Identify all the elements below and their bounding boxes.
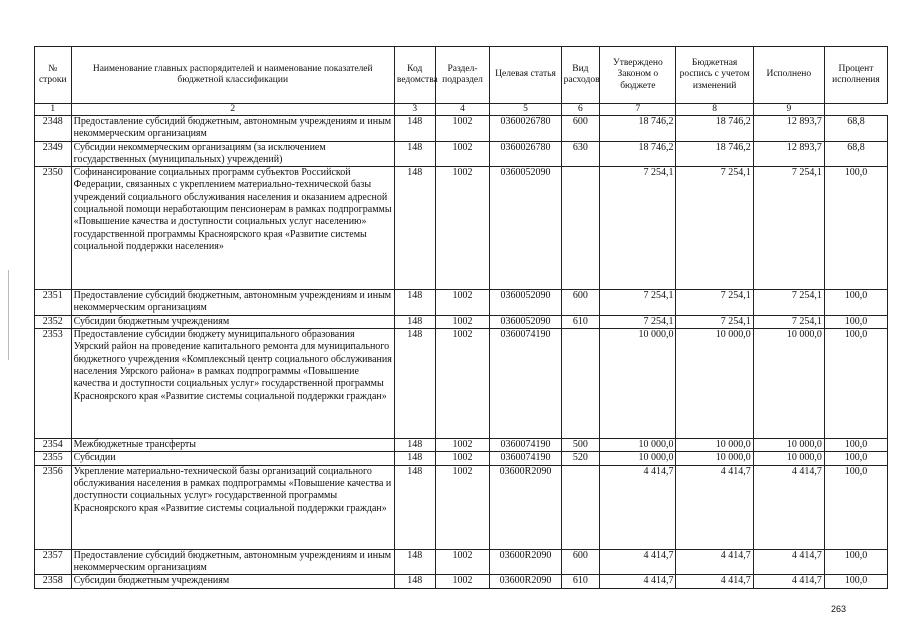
row-number: 2357 bbox=[35, 549, 72, 575]
section-code: 1002 bbox=[435, 116, 490, 142]
row-number: 2352 bbox=[35, 315, 72, 328]
expense-type: 610 bbox=[561, 575, 600, 588]
approved-amount: 10 000,0 bbox=[600, 329, 676, 439]
table-row bbox=[35, 167, 888, 290]
row-number: 2348 bbox=[35, 116, 72, 142]
column-number: 9 bbox=[753, 104, 824, 116]
target-code: 0360026780 bbox=[490, 116, 561, 142]
execution-percent: 68,8 bbox=[824, 116, 887, 142]
header-expense-type: Вид расходов bbox=[561, 47, 600, 104]
approved-amount: 18 746,2 bbox=[600, 116, 676, 142]
column-number: 3 bbox=[394, 104, 435, 116]
row-name: Предоставление субсидии бюджету муниципального образования Уярский район на проведение капитального ремонта для муниципального бюджетного учреждения «Комплексный центр социального обслуживания населения Уярского района» в рамках подпрограммы «Повышение качества и доступности социальных услуг» государственной программы Красноярского края «Развитие системы социальной поддержки граждан» bbox=[71, 329, 394, 439]
target-code: 0360074190 bbox=[490, 439, 561, 452]
column-number: 7 bbox=[600, 104, 676, 116]
execution-percent: 100,0 bbox=[824, 452, 887, 465]
row-number: 2354 bbox=[35, 439, 72, 452]
budget-list-amount: 7 254,1 bbox=[676, 290, 753, 316]
execution-percent: 100,0 bbox=[824, 439, 887, 452]
executed-amount: 10 000,0 bbox=[753, 329, 824, 439]
column-number: 4 bbox=[435, 104, 490, 116]
header-percent: Процент исполнения bbox=[824, 47, 887, 104]
target-code: 03600R2090 bbox=[490, 575, 561, 588]
section-code: 1002 bbox=[435, 290, 490, 316]
dept-code: 148 bbox=[394, 549, 435, 575]
executed-amount: 12 893,7 bbox=[753, 116, 824, 142]
row-name: Софинансирование социальных программ субъектов Российской Федерации, связанных с укреплением материально-технической базы учреждений социального обслуживания населения и оказанием адресной социальной помощи неработающим пенсионерам в рамках подпрограммы «Повышение качества и доступности социальных услуг населению» государственной программы Красноярского края «Развитие системы социальной поддержки населения» bbox=[71, 167, 394, 290]
expense-type: 600 bbox=[561, 290, 600, 316]
row-name: Субсидии bbox=[71, 452, 394, 465]
expense-type: 600 bbox=[561, 116, 600, 142]
header-executed: Исполнено bbox=[753, 47, 824, 104]
table-row bbox=[35, 290, 888, 316]
table-row bbox=[35, 452, 888, 465]
section-code: 1002 bbox=[435, 465, 490, 549]
dept-code: 148 bbox=[394, 116, 435, 142]
row-name: Предоставление субсидий бюджетным, автономным учреждениям и иным некоммерческим организациям bbox=[71, 116, 394, 142]
table-row bbox=[35, 116, 888, 142]
executed-amount: 10 000,0 bbox=[753, 439, 824, 452]
table-row bbox=[35, 465, 888, 549]
table-body bbox=[35, 116, 888, 589]
row-name: Субсидии некоммерческим организациям (за исключением государственных (муниципальных) учреждений) bbox=[71, 141, 394, 167]
executed-amount: 12 893,7 bbox=[753, 141, 824, 167]
approved-amount: 7 254,1 bbox=[600, 315, 676, 328]
row-number: 2349 bbox=[35, 141, 72, 167]
dept-code: 148 bbox=[394, 141, 435, 167]
header-dept-code: Код ведомства bbox=[394, 47, 435, 104]
executed-amount: 4 414,7 bbox=[753, 575, 824, 588]
target-code: 0360074190 bbox=[490, 452, 561, 465]
budget-list-amount: 10 000,0 bbox=[676, 329, 753, 439]
execution-percent: 100,0 bbox=[824, 167, 887, 290]
expense-type bbox=[561, 465, 600, 549]
row-number: 2350 bbox=[35, 167, 72, 290]
execution-percent: 100,0 bbox=[824, 549, 887, 575]
row-number: 2355 bbox=[35, 452, 72, 465]
row-name: Предоставление субсидий бюджетным, автономным учреждениям и иным некоммерческим организациям bbox=[71, 549, 394, 575]
section-code: 1002 bbox=[435, 141, 490, 167]
approved-amount: 7 254,1 bbox=[600, 167, 676, 290]
execution-percent: 100,0 bbox=[824, 575, 887, 588]
dept-code: 148 bbox=[394, 167, 435, 290]
column-number-row bbox=[35, 104, 888, 116]
column-number: 2 bbox=[71, 104, 394, 116]
executed-amount: 10 000,0 bbox=[753, 452, 824, 465]
dept-code: 148 bbox=[394, 439, 435, 452]
approved-amount: 4 414,7 bbox=[600, 575, 676, 588]
target-code: 03600R2090 bbox=[490, 549, 561, 575]
executed-amount: 7 254,1 bbox=[753, 315, 824, 328]
budget-list-amount: 10 000,0 bbox=[676, 439, 753, 452]
header-row-no: № строки bbox=[35, 47, 72, 104]
dept-code: 148 bbox=[394, 452, 435, 465]
executed-amount: 7 254,1 bbox=[753, 290, 824, 316]
budget-list-amount: 4 414,7 bbox=[676, 465, 753, 549]
row-name: Субсидии бюджетным учреждениям bbox=[71, 315, 394, 328]
table-row bbox=[35, 549, 888, 575]
column-number: 6 bbox=[561, 104, 600, 116]
executed-amount: 7 254,1 bbox=[753, 167, 824, 290]
section-code: 1002 bbox=[435, 315, 490, 328]
dept-code: 148 bbox=[394, 290, 435, 316]
approved-amount: 4 414,7 bbox=[600, 465, 676, 549]
approved-amount: 7 254,1 bbox=[600, 290, 676, 316]
row-number: 2358 bbox=[35, 575, 72, 588]
approved-amount: 18 746,2 bbox=[600, 141, 676, 167]
scan-margin-line bbox=[8, 270, 9, 360]
column-number: 1 bbox=[35, 104, 72, 116]
table-row bbox=[35, 329, 888, 439]
execution-percent: 68,8 bbox=[824, 141, 887, 167]
budget-list-amount: 10 000,0 bbox=[676, 452, 753, 465]
budget-list-amount: 7 254,1 bbox=[676, 167, 753, 290]
table-row bbox=[35, 439, 888, 452]
budget-list-amount: 18 746,2 bbox=[676, 141, 753, 167]
column-number: 8 bbox=[676, 104, 753, 116]
approved-amount: 10 000,0 bbox=[600, 439, 676, 452]
expense-type: 610 bbox=[561, 315, 600, 328]
table-header-row bbox=[35, 47, 888, 104]
approved-amount: 4 414,7 bbox=[600, 549, 676, 575]
row-name: Межбюджетные трансферты bbox=[71, 439, 394, 452]
section-code: 1002 bbox=[435, 167, 490, 290]
target-code: 0360052090 bbox=[490, 315, 561, 328]
expense-type: 500 bbox=[561, 439, 600, 452]
dept-code: 148 bbox=[394, 575, 435, 588]
header-budget-list: Бюджетная роспись с учетом изменений bbox=[676, 47, 753, 104]
target-code: 0360052090 bbox=[490, 167, 561, 290]
budget-list-amount: 18 746,2 bbox=[676, 116, 753, 142]
expense-type: 600 bbox=[561, 549, 600, 575]
row-name: Субсидии бюджетным учреждениям bbox=[71, 575, 394, 588]
expense-type: 630 bbox=[561, 141, 600, 167]
budget-list-amount: 4 414,7 bbox=[676, 549, 753, 575]
target-code: 0360026780 bbox=[490, 141, 561, 167]
expense-type: 520 bbox=[561, 452, 600, 465]
section-code: 1002 bbox=[435, 329, 490, 439]
header-section: Раздел-подраздел bbox=[435, 47, 490, 104]
execution-percent: 100,0 bbox=[824, 315, 887, 328]
header-approved: Утверждено Законом о бюджете bbox=[600, 47, 676, 104]
execution-percent: 100,0 bbox=[824, 290, 887, 316]
header-name: Наименование главных распорядителей и наименование показателей бюджетной классификации bbox=[71, 47, 394, 104]
executed-amount: 4 414,7 bbox=[753, 465, 824, 549]
expense-type bbox=[561, 329, 600, 439]
row-number: 2353 bbox=[35, 329, 72, 439]
page-number: 263 bbox=[831, 604, 847, 614]
target-code: 0360052090 bbox=[490, 290, 561, 316]
approved-amount: 10 000,0 bbox=[600, 452, 676, 465]
row-number: 2356 bbox=[35, 465, 72, 549]
column-number: 5 bbox=[490, 104, 561, 116]
execution-percent: 100,0 bbox=[824, 329, 887, 439]
section-code: 1002 bbox=[435, 575, 490, 588]
table-row bbox=[35, 575, 888, 588]
dept-code: 148 bbox=[394, 315, 435, 328]
row-number: 2351 bbox=[35, 290, 72, 316]
expense-type bbox=[561, 167, 600, 290]
executed-amount: 4 414,7 bbox=[753, 549, 824, 575]
dept-code: 148 bbox=[394, 329, 435, 439]
execution-percent: 100,0 bbox=[824, 465, 887, 549]
section-code: 1002 bbox=[435, 439, 490, 452]
section-code: 1002 bbox=[435, 549, 490, 575]
row-name: Предоставление субсидий бюджетным, автономным учреждениям и иным некоммерческим организациям bbox=[71, 290, 394, 316]
section-code: 1002 bbox=[435, 452, 490, 465]
table-row bbox=[35, 141, 888, 167]
budget-list-amount: 4 414,7 bbox=[676, 575, 753, 588]
budget-execution-table bbox=[34, 46, 888, 589]
target-code: 03600R2090 bbox=[490, 465, 561, 549]
target-code: 0360074190 bbox=[490, 329, 561, 439]
table-row bbox=[35, 315, 888, 328]
dept-code: 148 bbox=[394, 465, 435, 549]
header-target: Целевая статья bbox=[490, 47, 561, 104]
budget-list-amount: 7 254,1 bbox=[676, 315, 753, 328]
row-name: Укрепление материально-технической базы организаций социального обслуживания населения в рамках подпрограммы «Повышение качества и доступности социальных услуг» государственной программы Красноярского края «Развитие системы социальной поддержки граждан» bbox=[71, 465, 394, 549]
